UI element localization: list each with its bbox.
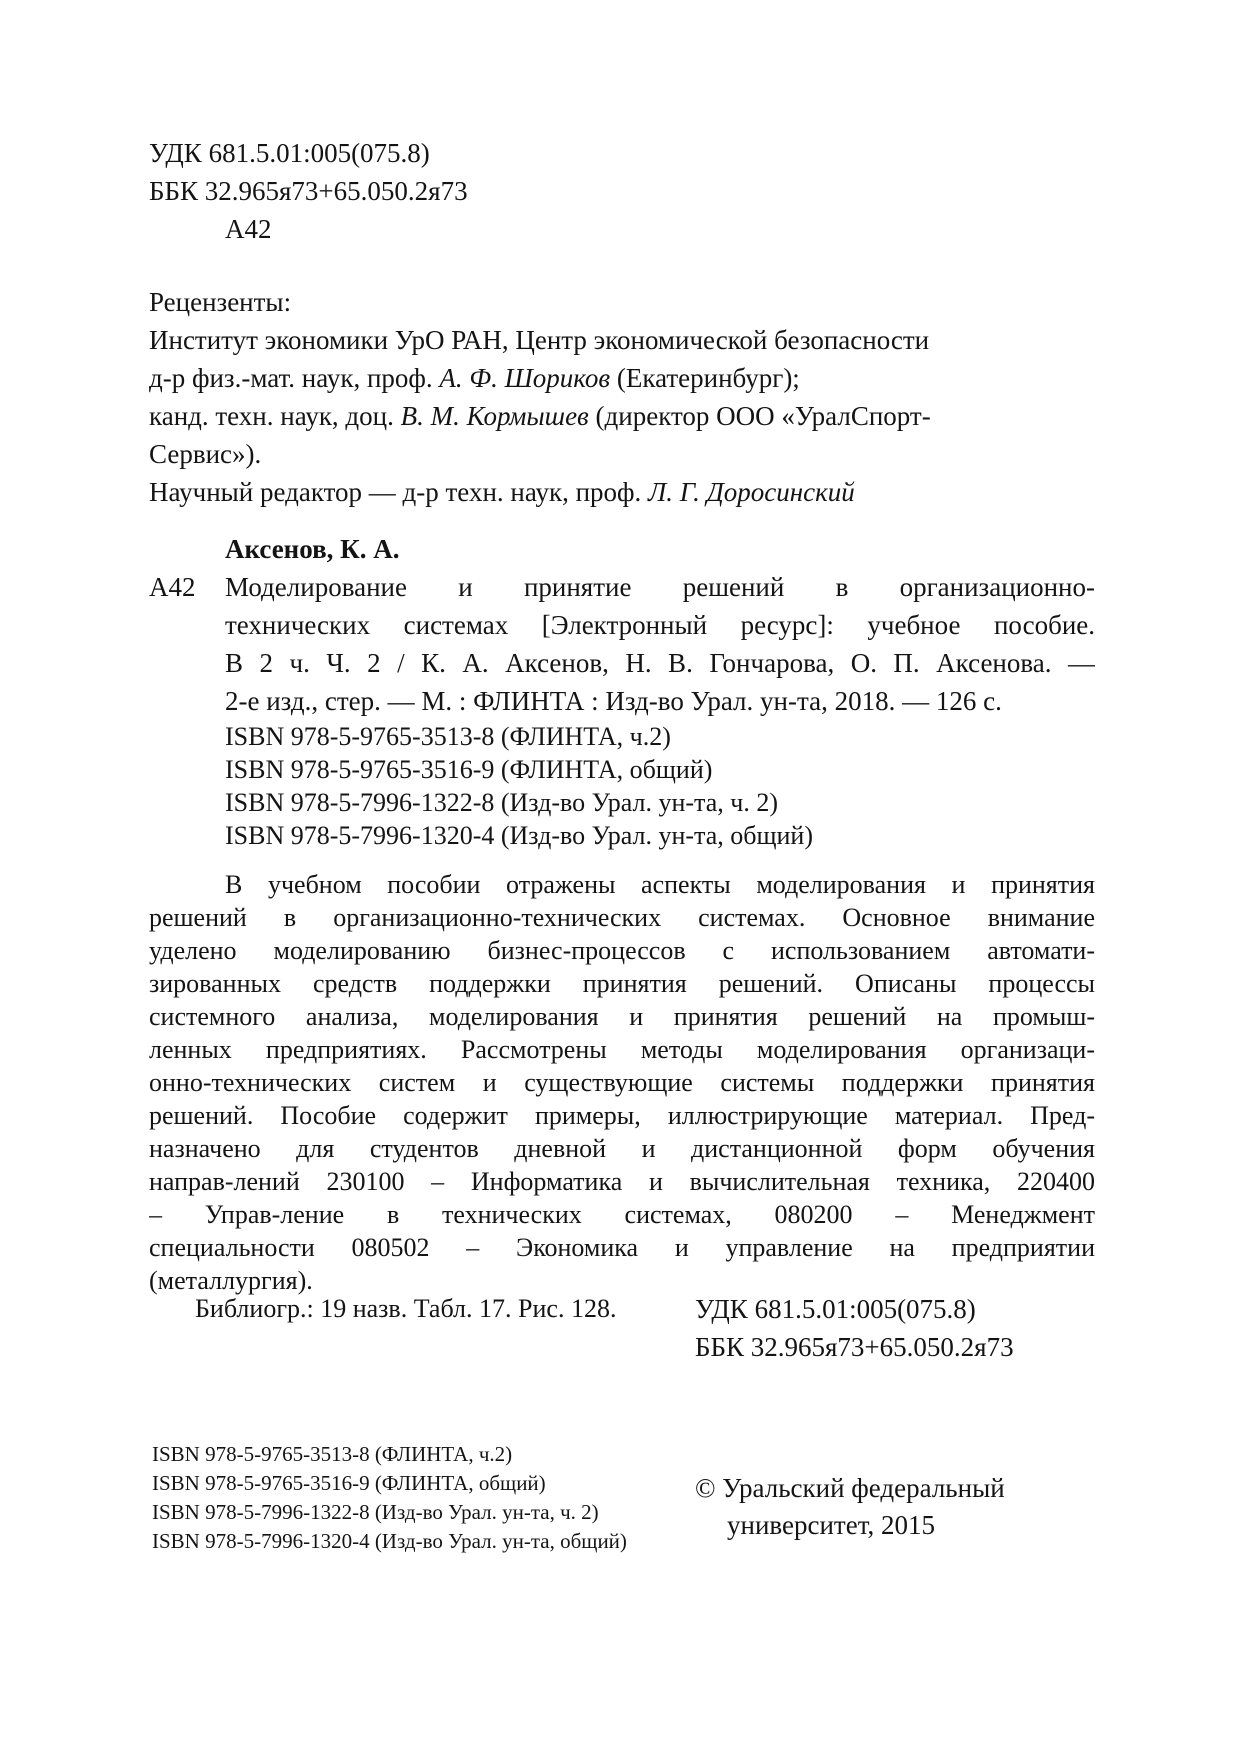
annotation-line: решений. Пособие содержит примеры, иллюстрирующие материал. Пред- [149, 1101, 1095, 1130]
copyright-line-2: университет, 2015 [727, 1510, 935, 1540]
annotation-line: (металлургия). [149, 1266, 313, 1295]
annotation-line: ленных предприятиях. Рассмотрены методы моделирования организаци- [149, 1035, 1095, 1064]
bibliography-row [195, 1290, 1095, 1370]
annotation-line: уделено моделированию бизнес-процессов с использованием автомати- [149, 936, 1095, 965]
isbn-item: ISBN 978-5-7996-1320-4 (Изд-во Урал. ун-та, общий) [225, 821, 813, 850]
reviewers-heading: Рецензенты: [149, 287, 292, 317]
bbk-code: ББК 32.965я73+65.050.2я73 [149, 176, 468, 206]
annotation-line: В учебном пособии отражены аспекты моделирования и принятия [225, 870, 1095, 899]
reviewer-2-position: (директор ООО «УралСпорт- [588, 401, 931, 431]
reviewer-2-name: В. М. Кормышев [400, 401, 589, 431]
udk-code: УДК 681.5.01:005(075.8) [149, 138, 430, 168]
annotation-line: решений в организационно-технических системах. Основное внимание [149, 903, 1095, 932]
biblio-code: А42 [149, 572, 196, 602]
reviewer-institute: Институт экономики УрО РАН, Центр экономической безопасности [149, 325, 930, 355]
reviewer-2-title: канд. техн. наук, доц. [149, 401, 401, 431]
annotation [149, 868, 1095, 1297]
reviewer-1-title: д-р физ.-мат. наук, проф. [149, 363, 440, 393]
isbn-list-bottom [152, 1440, 692, 1556]
isbn-item: ISBN 978-5-9765-3516-9 (ФЛИНТА, общий) [225, 755, 713, 784]
isbn-item: ISBN 978-5-9765-3513-8 (ФЛИНТА, ч.2) [225, 722, 671, 751]
bottom-classification-codes [695, 1290, 1014, 1366]
biblio-line-1 [149, 568, 1095, 606]
annotation-line: специальности 080502 – Экономика и управление на предприятии [149, 1233, 1095, 1262]
isbn-item: ISBN 978-5-7996-1322-8 (Изд-во Урал. ун-та, ч. 2) [152, 1500, 599, 1524]
annotation-line: назначено для студентов дневной и дистанционной форм обучения [149, 1134, 1095, 1163]
scientific-editor [149, 473, 1095, 511]
bibliography-note: Библиогр.: 19 назв. Табл. 17. Рис. 128. [195, 1294, 617, 1323]
isbn-item: ISBN 978-5-7996-1322-8 (Изд-во Урал. ун-та, ч. 2) [225, 788, 778, 817]
reviewer-1-city: (Екатеринбург); [610, 363, 800, 393]
author-mark: А42 [225, 214, 272, 244]
annotation-line: – Управ-ление в технических системах, 080200 – Менеджмент [149, 1200, 1095, 1229]
reviewer-2-continued: Сервис»). [149, 439, 262, 469]
annotation-line: системного анализа, моделирования и принятия решений на промыш- [149, 1002, 1095, 1031]
biblio-line-4: 2-е изд., стер. — М. : ФЛИНТА : Изд-во Урал. ун-та, 2018. — 126 с. [225, 686, 1002, 716]
isbn-item: ISBN 978-5-9765-3516-9 (ФЛИНТА, общий) [152, 1471, 546, 1495]
copyright-notice [695, 1470, 1115, 1544]
reviewers-section [149, 283, 1095, 511]
annotation-line: онно-технических систем и существующие системы поддержки принятия [149, 1068, 1095, 1097]
annotation-line: направ-лений 230100 – Информатика и вычислительная техника, 220400 [149, 1167, 1095, 1196]
classification-codes [149, 134, 1095, 248]
editor-name: Л. Г. Доросинский [648, 477, 855, 507]
isbn-list-top [149, 720, 1095, 852]
annotation-line: зированных средств поддержки принятия решений. Описаны процессы [149, 969, 1095, 998]
biblio-line-2: технических системах [Электронный ресурс]: учебное пособие. [225, 610, 1095, 640]
copyright-line-1: © Уральский федеральный [695, 1473, 1005, 1503]
editor-title: Научный редактор — д-р техн. наук, проф. [149, 477, 649, 507]
udk-code-bottom: УДК 681.5.01:005(075.8) [695, 1294, 976, 1324]
isbn-item: ISBN 978-5-9765-3513-8 (ФЛИНТА, ч.2) [152, 1442, 513, 1466]
isbn-item: ISBN 978-5-7996-1320-4 (Изд-во Урал. ун-та, общий) [152, 1529, 627, 1553]
biblio-title-part-1: Моделирование и принятие решений в организационно- [225, 572, 1095, 602]
bibliographic-description [149, 530, 1095, 720]
book-author: Аксенов, К. А. [225, 534, 400, 564]
reviewer-1 [149, 359, 1095, 397]
reviewer-2 [149, 397, 1095, 435]
bbk-code-bottom: ББК 32.965я73+65.050.2я73 [695, 1332, 1014, 1362]
biblio-line-3: В 2 ч. Ч. 2 / К. А. Аксенов, Н. В. Гончарова, О. П. Аксенова. — [225, 648, 1095, 678]
reviewer-1-name: А. Ф. Шориков [439, 363, 611, 393]
